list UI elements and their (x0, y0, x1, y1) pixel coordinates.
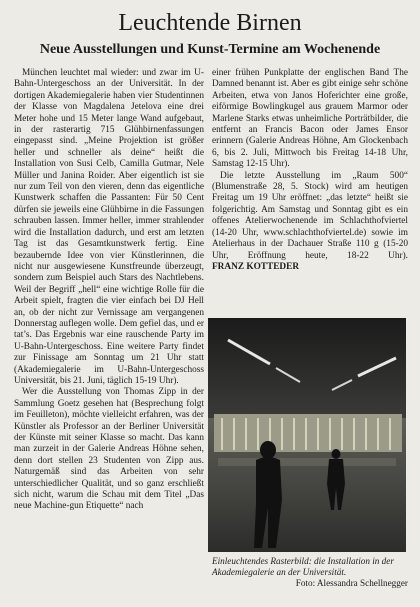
paragraph: Wer die Ausstellung von Thomas Zipp in der Sammlung Goetz gesehen hat (Besprechung folgt im Feuilleton), möchte vielleicht erfahren, was der Künstler als Professor an der Berliner Universität der Künste mit seiner Klasse so macht. Das kann man zurzeit in der Galerie Andreas Höhne sehen, denn dort stellen 23 Studenten von Zipp aus. Naturgemäß sind das Arbeiten von sehr unterschiedlicher Qualität, und so ganz erschließt sich nicht, warum die Schau mit dem Titel „Das neue Machine-gun Etiquette“ nach (14, 387, 204, 512)
photo-caption (212, 556, 408, 590)
article-column-left (14, 68, 204, 602)
paragraph: einer frühen Punkplatte der englischen Band The Damned benannt ist. Aber es gibt einige sehr schöne Arbeiten, etwa von Janos Hoferichter eine große, eiförmige Bowlingkugel aus grauem Marmor oder Marlene Starks etwas unheimliche Porträtbilder, die entfernt an Francis Bacon oder James Ensor erinnern (Galerie Andreas Höhne, Am Glockenbach 6, bis 2. Juli, Mittwoch bis Freitag 14-18 Uhr, Samstag 12-15 Uhr). (212, 68, 408, 170)
subheadline: Neue Ausstellungen und Kunst-Termine am Wochenende (39, 42, 381, 57)
installation-photo (208, 318, 406, 552)
article-column-right (212, 68, 408, 302)
author-byline: FRANZ KOTTEDER (212, 261, 300, 272)
caption-text: Einleuchtendes Rasterbild: die Installation in der Akademiegalerie an der Universität. (212, 556, 394, 578)
paragraph (212, 171, 408, 274)
paragraph-text: Die letzte Ausstellung im „Raum 500“ (Blumenstraße 28, 5. Stock) wird am heutigen Freitag um 19 Uhr eröffnet: „das letzte“ heißt sie folgerichtig. Am Samstag und Sonntag gibt es ein offenes Atelierwochenende im Schlachthofviertel (14-20 Uhr, www.schlachthofviertel.de) sowie im Atelierhaus in der Dachauer Straße 110 g (15-20 Uhr, Eröffnung heute, 18-22 Uhr). (212, 170, 408, 261)
photo-credit: Foto: Alessandra Schellnegger (295, 578, 408, 589)
paragraph: München leuchtet mal wieder: und zwar im U-Bahn-Untergeschoss an der Universität. In der dortigen Akademiegalerie haben vier Studentinnen der Klasse von Magdalena Jetelova eine drei Meter hohe und 15 Meter lange Wand aufgebaut, in der rasterartig 715 Glühbirnenfassungen eingepasst sind. „Meine Projektion ist größer heller und schneller als deine“ heißt die Installation von Susi Celb, Camilla Gutmar, Nele Müller und Janina Roider. Aber eigentlich ist sie nur zum Teil von den vieren, denn das eigentliche Kunstwerk schaffen die Passanten: Für 50 Cent dürfen sie jeweils eine Glühbirne in die Fassungen schrauben lassen. Immer heller, immer strahlender wird die Installation dadurch, und erst am letzten Tag ist das Gesamtkunstwerk fertig. Eine bezaubernde Idee von vier Künstlerinnen, die nicht nur ausgewiesene Kunstfreunde überzeugt, sondern zum Beispiel auch Stars des Nachtlebens. Weil der Begriff „hell“ eine wichtige Rolle für die Arbeit spielt, fragten die vier einfach bei DJ Hell an, ob der nicht zur Vernissage am vergangenen Donnerstag auflegen wolle. Dem gefiel das, und er tat’s. Das Ergebnis war eine rauschende Party im U-Bahn-Untergeschoss. Eine weitere Party findet zur Finissage am Sonntag um 21 Uhr statt (Akademiegalerie im U-Bahn-Untergeschoss Universität, bis 21. Juni, täglich 15-19 Uhr). (14, 68, 204, 386)
headline: Leuchtende Birnen (118, 10, 302, 36)
